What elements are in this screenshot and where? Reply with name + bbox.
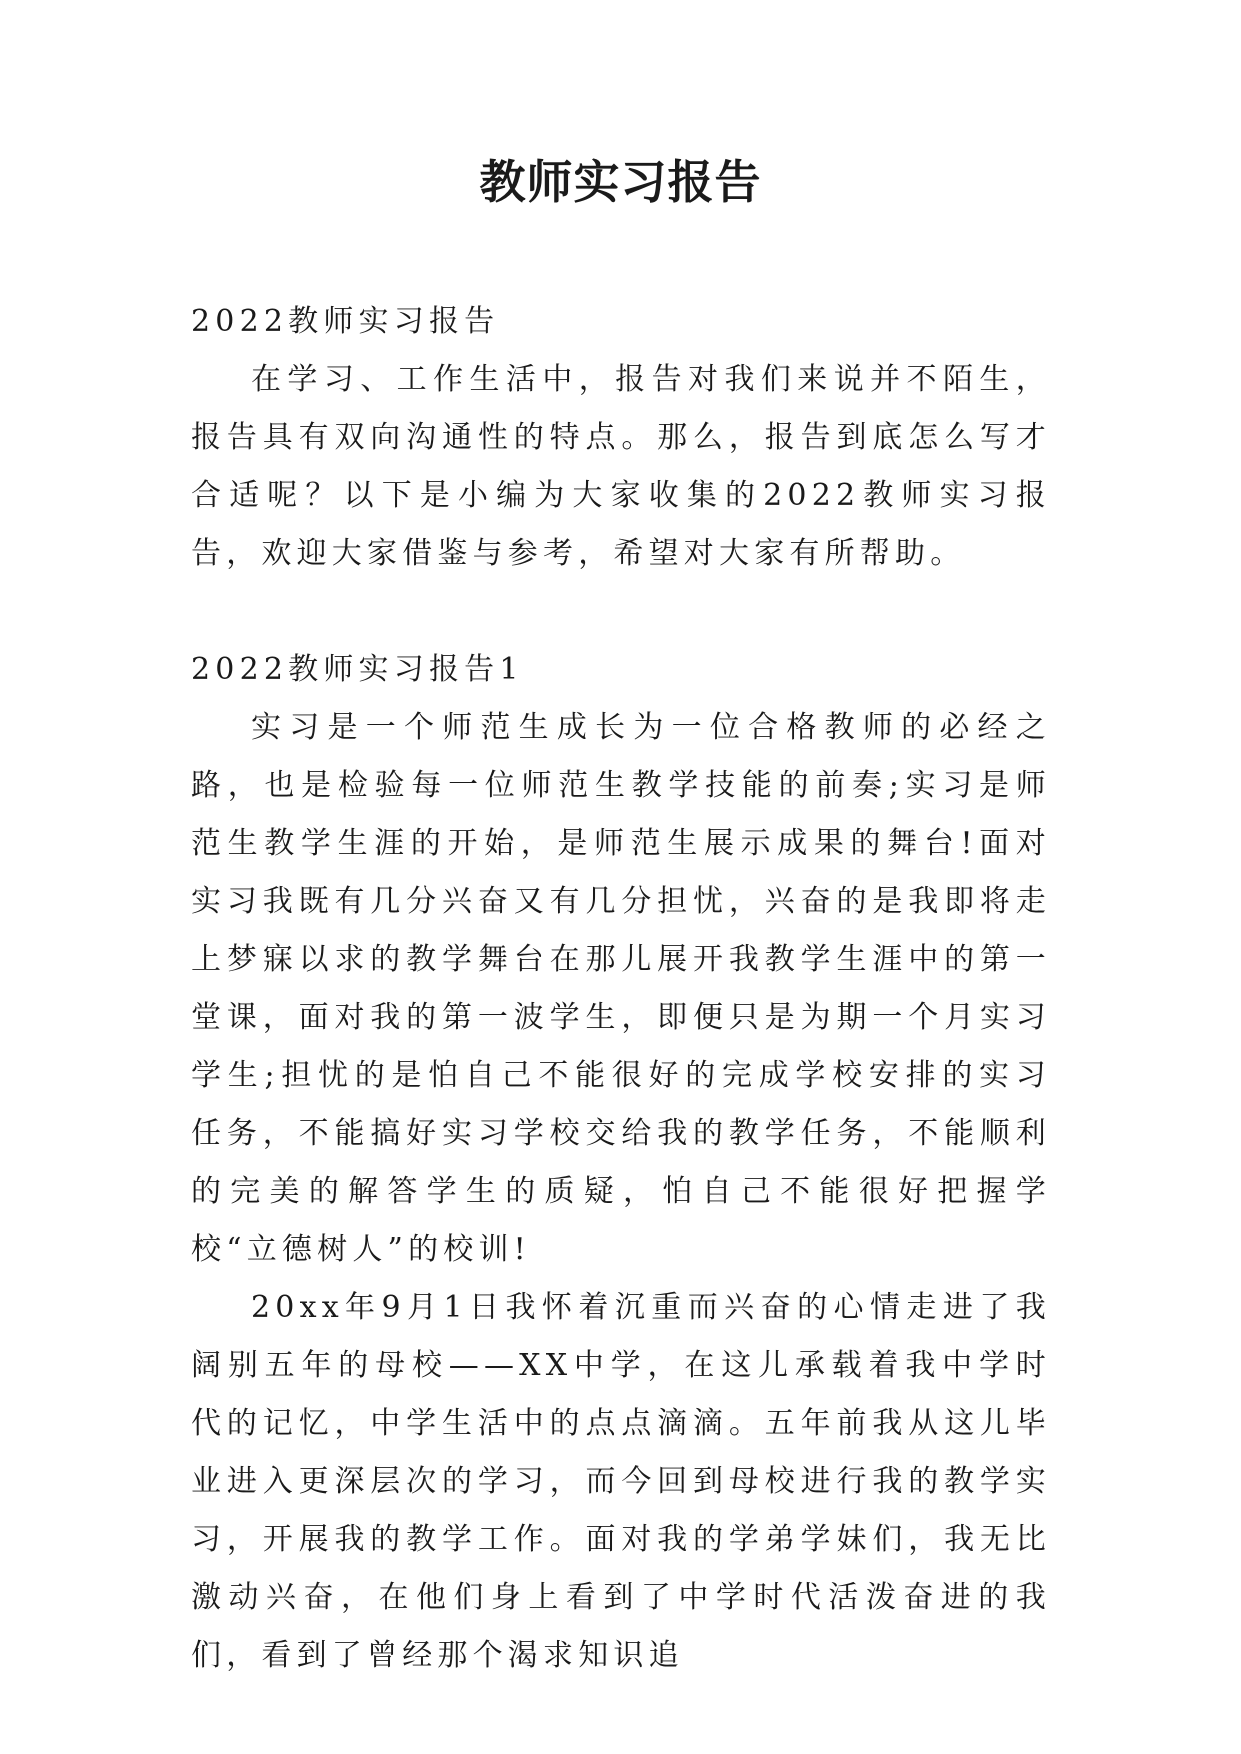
body-paragraph: 实习是一个师范生成长为一位合格教师的必经之路，也是检验每一位师范生教学技能的前奏;实习是师范生教学生涯的开始，是师范生展示成果的舞台!面对实习我既有几分兴奋又有几分担忧，兴奋的是我即将走上梦寐以求的教学舞台在那儿展开我教学生涯中的第一堂课，面对我的第一波学生，即便只是为期一个月实习学生;担忧的是怕自己不能很好的完成学校安排的实习任务，不能搞好实习学校交给我的教学任务，不能顺利的完美的解答学生的质疑，怕自己不能很好把握学校“立德树人”的校训! (191, 710, 1051, 1267)
body-paragraph: 20xx年9月1日我怀着沉重而兴奋的心情走进了我阔别五年的母校——XX中学，在这儿承载着我中学时代的记忆，中学生活中的点点滴滴。五年前我从这儿毕业进入更深层次的学习，而今回到母校进行我的教学实习，开展我的教学工作。面对我的学弟学妹们，我无比激动兴奋，在他们身上看到了中学时代活泼奋进的我们，看到了曾经那个渴求知识追 (191, 1290, 1051, 1673)
document-title: 教师实习报告 (479, 155, 762, 209)
document-subtitle: 2022教师实习报告 (191, 304, 500, 339)
document-body (191, 293, 1051, 1685)
section-heading: 2022教师实习报告1 (191, 652, 524, 687)
section-spacer (191, 583, 1051, 641)
intro-paragraph: 在学习、工作生活中，报告对我们来说并不陌生，报告具有双向沟通性的特点。那么，报告到底怎么写才合适呢？以下是小编为大家收集的2022教师实习报告，欢迎大家借鉴与参考，希望对大家有所帮助。 (191, 362, 1051, 571)
